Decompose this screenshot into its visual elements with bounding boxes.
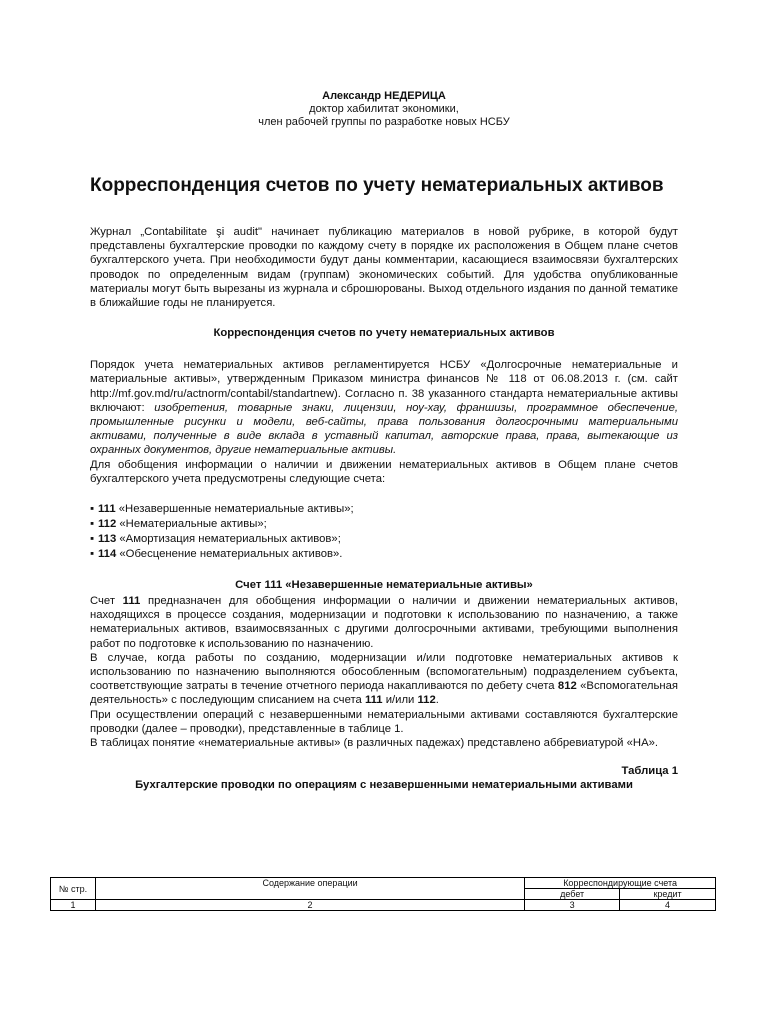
col-num-4: 4	[620, 900, 716, 911]
text-span: и/или	[385, 694, 415, 707]
account-name: «Амортизация нематериальных активов»;	[119, 533, 341, 546]
table-row	[51, 900, 716, 911]
account-name: «Незавершенные нематериальные активы»;	[118, 503, 354, 516]
list-item	[90, 517, 678, 532]
account-code: 111	[364, 694, 383, 707]
list-item	[90, 547, 678, 562]
document-page	[90, 90, 678, 792]
col-num-1: 1	[51, 900, 96, 911]
section1-paragraph-2: Для обобщения информации о наличии и движении нематериальных активов в Общем плане счетов бухгалтерского учета предусмотрены следующие счета:	[90, 458, 678, 485]
section2-paragraph-1	[90, 594, 678, 651]
account-code: 112	[417, 694, 436, 707]
accounts-list	[90, 502, 678, 562]
section1-p1-italic: изобретения, товарные знаки, лицензии, ноу-хау, франшизы, программное обеспечение, промышленные рисунки и модели, веб-сайты, права пользования долгосрочными материальными активами, полученные в виде вклада в уставный капитал, авторские права, права, вытекающие из охранных документов, другие нематериальные активы.	[90, 401, 678, 457]
text-span: .	[435, 694, 439, 707]
table-caption: Бухгалтерские проводки по операциям с незавершенными нематериальными активами	[135, 779, 633, 792]
author-position: член рабочей группы по разработке новых НСБУ	[258, 116, 510, 128]
account-code: 111	[122, 595, 141, 608]
section2-paragraph-4: В таблицах понятие «нематериальные активы» (в различных падежах) представлено аббревиатурой «НА».	[90, 737, 659, 750]
section1-paragraph-1	[90, 358, 678, 457]
section1-p1-text: Порядок учета нематериальных активов регламентируется НСБУ «Долгосрочные нематериальные и материальные активы», утвержденным Приказом министра финансов № 118 от 06.08.2013 г. (см. сайт http://mf.gov.md/ru/actnorm/contabil/standartnew). Согласно п. 38 указанного стандарта нематериальные активы включают:	[90, 359, 678, 414]
author-degree: доктор хабилитат экономики,	[309, 103, 459, 115]
header-no: № стр.	[51, 878, 96, 900]
section2-paragraph-3: При осуществлении операций с незавершенными нематериальными активами составляются бухгалтерские проводки (далее – проводки), представленные в таблице 1.	[90, 708, 678, 735]
list-item	[90, 532, 678, 547]
text-span: Счет	[90, 595, 115, 608]
text-span: предназначен для обобщения информации о наличии и движении нематериальных активов, находящихся в процессе создания, модернизации и подготовки к использованию по назначению, а также нематериальных активов, взаимосвязанных с другими долгосрочными активами, требующими выполнения работ по подготовке к использованию по назначению.	[90, 595, 678, 650]
text-span: «Вспомогательная деятельность» с последующим списанием на счета	[90, 680, 679, 707]
account-code: 113	[98, 533, 117, 546]
text-span: В случае, когда работы по созданию, модернизации и/или подготовке нематериальных активов к использованию по назначению выполняются обособленным (вспомогательным) подразделением субъекта, соответствующие затраты в течение отчетного периода накапливаются по дебету счета	[90, 651, 678, 693]
section2-paragraph-2	[90, 651, 678, 708]
table-header-row	[51, 878, 716, 889]
account-code: 812	[557, 680, 577, 693]
author-name: Александр НЕДЕРИЦА	[322, 90, 446, 102]
section1-heading: Корреспонденция счетов по учету нематериальных активов	[213, 327, 555, 340]
table-label: Таблица 1	[621, 765, 678, 778]
account-code: 111	[98, 503, 116, 516]
author-block	[90, 90, 678, 129]
header-debit: дебет	[525, 889, 620, 900]
col-num-2: 2	[95, 900, 524, 911]
account-code: 112	[98, 518, 117, 531]
entries-table	[50, 877, 716, 911]
header-credit: кредит	[620, 889, 716, 900]
section2-heading: Счет 111 «Незавершенные нематериальные активы»	[235, 579, 533, 592]
list-item	[90, 502, 678, 517]
header-content: Содержание операции	[95, 878, 524, 900]
account-name: «Обесценение нематериальных активов».	[119, 548, 343, 561]
account-name: «Нематериальные активы»;	[119, 518, 267, 531]
col-num-3: 3	[525, 900, 620, 911]
article-title: Корреспонденция счетов по учету нематериальных активов	[90, 175, 664, 196]
header-corr: Корреспондирующие счета	[525, 878, 716, 889]
intro-paragraph: Журнал „Contabilitate şi audit" начинает публикацию материалов в новой рубрике, в которой будут представлены бухгалтерские проводки по каждому счету в порядке их расположения в Общем плане счетов бухгалтерского учета. При необходимости будут даны комментарии, касающиеся взаимосвязи бухгалтерских проводок по определенным видам (группам) экономических событий. Для удобства опубликованные материалы могут быть вырезаны из журнала и сброшюрованы. Выход отдельного издания по данной тематике в ближайшие годы не планируется.	[90, 226, 678, 310]
account-code: 114	[98, 548, 117, 561]
